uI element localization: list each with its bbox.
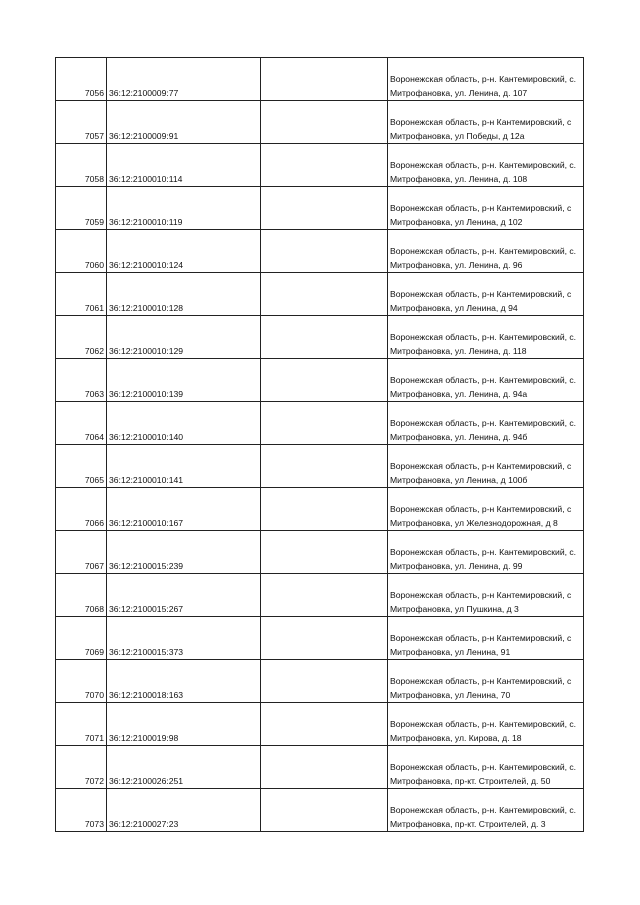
cadastral-number: 36:12:2100010:124 <box>107 230 261 273</box>
address-cell: Воронежская область, р-н. Кантемировский, с. Митрофановка, ул. Ленина, д. 108 <box>388 144 584 187</box>
table-row <box>56 359 584 402</box>
table-row <box>56 445 584 488</box>
row-number: 7057 <box>56 101 107 144</box>
table-row <box>56 703 584 746</box>
table-row <box>56 574 584 617</box>
empty-cell <box>261 703 388 746</box>
cadastral-number: 36:12:2100019:98 <box>107 703 261 746</box>
cadastral-number: 36:12:2100010:129 <box>107 316 261 359</box>
table-row <box>56 101 584 144</box>
table-body <box>56 58 584 832</box>
empty-cell <box>261 316 388 359</box>
cadastral-number: 36:12:2100010:139 <box>107 359 261 402</box>
address-cell: Воронежская область, р-н Кантемировский, с Митрофановка, ул Железнодорожная, д 8 <box>388 488 584 531</box>
cadastral-number: 36:12:2100010:167 <box>107 488 261 531</box>
address-cell: Воронежская область, р-н Кантемировский, с Митрофановка, ул Ленина, д 94 <box>388 273 584 316</box>
row-number: 7069 <box>56 617 107 660</box>
cadastral-number: 36:12:2100026:251 <box>107 746 261 789</box>
address-cell: Воронежская область, р-н Кантемировский, с Митрофановка, ул Победы, д 12а <box>388 101 584 144</box>
table-row <box>56 402 584 445</box>
empty-cell <box>261 230 388 273</box>
address-cell: Воронежская область, р-н. Кантемировский, с. Митрофановка, ул. Ленина, д. 96 <box>388 230 584 273</box>
row-number: 7062 <box>56 316 107 359</box>
table-row <box>56 273 584 316</box>
row-number: 7058 <box>56 144 107 187</box>
row-number: 7072 <box>56 746 107 789</box>
empty-cell <box>261 402 388 445</box>
address-cell: Воронежская область, р-н. Кантемировский, с. Митрофановка, ул. Ленина, д. 94а <box>388 359 584 402</box>
row-number: 7056 <box>56 58 107 101</box>
address-cell: Воронежская область, р-н. Кантемировский, с. Митрофановка, ул. Ленина, д. 94б <box>388 402 584 445</box>
empty-cell <box>261 488 388 531</box>
empty-cell <box>261 531 388 574</box>
cadastral-number: 36:12:2100010:141 <box>107 445 261 488</box>
table-row <box>56 746 584 789</box>
row-number: 7070 <box>56 660 107 703</box>
address-cell: Воронежская область, р-н Кантемировский, с Митрофановка, ул Пушкина, д 3 <box>388 574 584 617</box>
table-row <box>56 144 584 187</box>
row-number: 7068 <box>56 574 107 617</box>
empty-cell <box>261 187 388 230</box>
table-row <box>56 187 584 230</box>
row-number: 7060 <box>56 230 107 273</box>
property-table <box>55 57 584 832</box>
address-cell: Воронежская область, р-н Кантемировский, с Митрофановка, ул Ленина, д 100б <box>388 445 584 488</box>
empty-cell <box>261 574 388 617</box>
table-row <box>56 316 584 359</box>
empty-cell <box>261 58 388 101</box>
empty-cell <box>261 617 388 660</box>
table-row <box>56 789 584 832</box>
cadastral-number: 36:12:2100010:119 <box>107 187 261 230</box>
table-row <box>56 488 584 531</box>
cadastral-number: 36:12:2100010:114 <box>107 144 261 187</box>
cadastral-number: 36:12:2100018:163 <box>107 660 261 703</box>
address-cell: Воронежская область, р-н Кантемировский, с Митрофановка, ул Ленина, 70 <box>388 660 584 703</box>
address-cell: Воронежская область, р-н Кантемировский, с Митрофановка, ул Ленина, 91 <box>388 617 584 660</box>
address-cell: Воронежская область, р-н. Кантемировский, с. Митрофановка, пр-кт. Строителей, д. 3 <box>388 789 584 832</box>
row-number: 7065 <box>56 445 107 488</box>
address-cell: Воронежская область, р-н. Кантемировский, с. Митрофановка, ул. Ленина, д. 118 <box>388 316 584 359</box>
empty-cell <box>261 273 388 316</box>
row-number: 7064 <box>56 402 107 445</box>
empty-cell <box>261 746 388 789</box>
cadastral-number: 36:12:2100015:373 <box>107 617 261 660</box>
empty-cell <box>261 101 388 144</box>
cadastral-number: 36:12:2100010:128 <box>107 273 261 316</box>
address-cell: Воронежская область, р-н Кантемировский, с Митрофановка, ул Ленина, д 102 <box>388 187 584 230</box>
row-number: 7073 <box>56 789 107 832</box>
address-cell: Воронежская область, р-н. Кантемировский, с. Митрофановка, ул. Ленина, д. 99 <box>388 531 584 574</box>
cadastral-number: 36:12:2100015:267 <box>107 574 261 617</box>
cadastral-number: 36:12:2100027:23 <box>107 789 261 832</box>
empty-cell <box>261 144 388 187</box>
cadastral-number: 36:12:2100015:239 <box>107 531 261 574</box>
empty-cell <box>261 445 388 488</box>
row-number: 7071 <box>56 703 107 746</box>
empty-cell <box>261 660 388 703</box>
row-number: 7067 <box>56 531 107 574</box>
row-number: 7061 <box>56 273 107 316</box>
row-number: 7059 <box>56 187 107 230</box>
table-row <box>56 58 584 101</box>
table-row <box>56 531 584 574</box>
table-row <box>56 660 584 703</box>
address-cell: Воронежская область, р-н. Кантемировский, с. Митрофановка, ул. Кирова, д. 18 <box>388 703 584 746</box>
cadastral-number: 36:12:2100010:140 <box>107 402 261 445</box>
table-row <box>56 617 584 660</box>
row-number: 7063 <box>56 359 107 402</box>
address-cell: Воронежская область, р-н. Кантемировский, с. Митрофановка, ул. Ленина, д. 107 <box>388 58 584 101</box>
empty-cell <box>261 789 388 832</box>
table-row <box>56 230 584 273</box>
cadastral-number: 36:12:2100009:77 <box>107 58 261 101</box>
row-number: 7066 <box>56 488 107 531</box>
empty-cell <box>261 359 388 402</box>
address-cell: Воронежская область, р-н. Кантемировский, с. Митрофановка, пр-кт. Строителей, д. 50 <box>388 746 584 789</box>
cadastral-number: 36:12:2100009:91 <box>107 101 261 144</box>
